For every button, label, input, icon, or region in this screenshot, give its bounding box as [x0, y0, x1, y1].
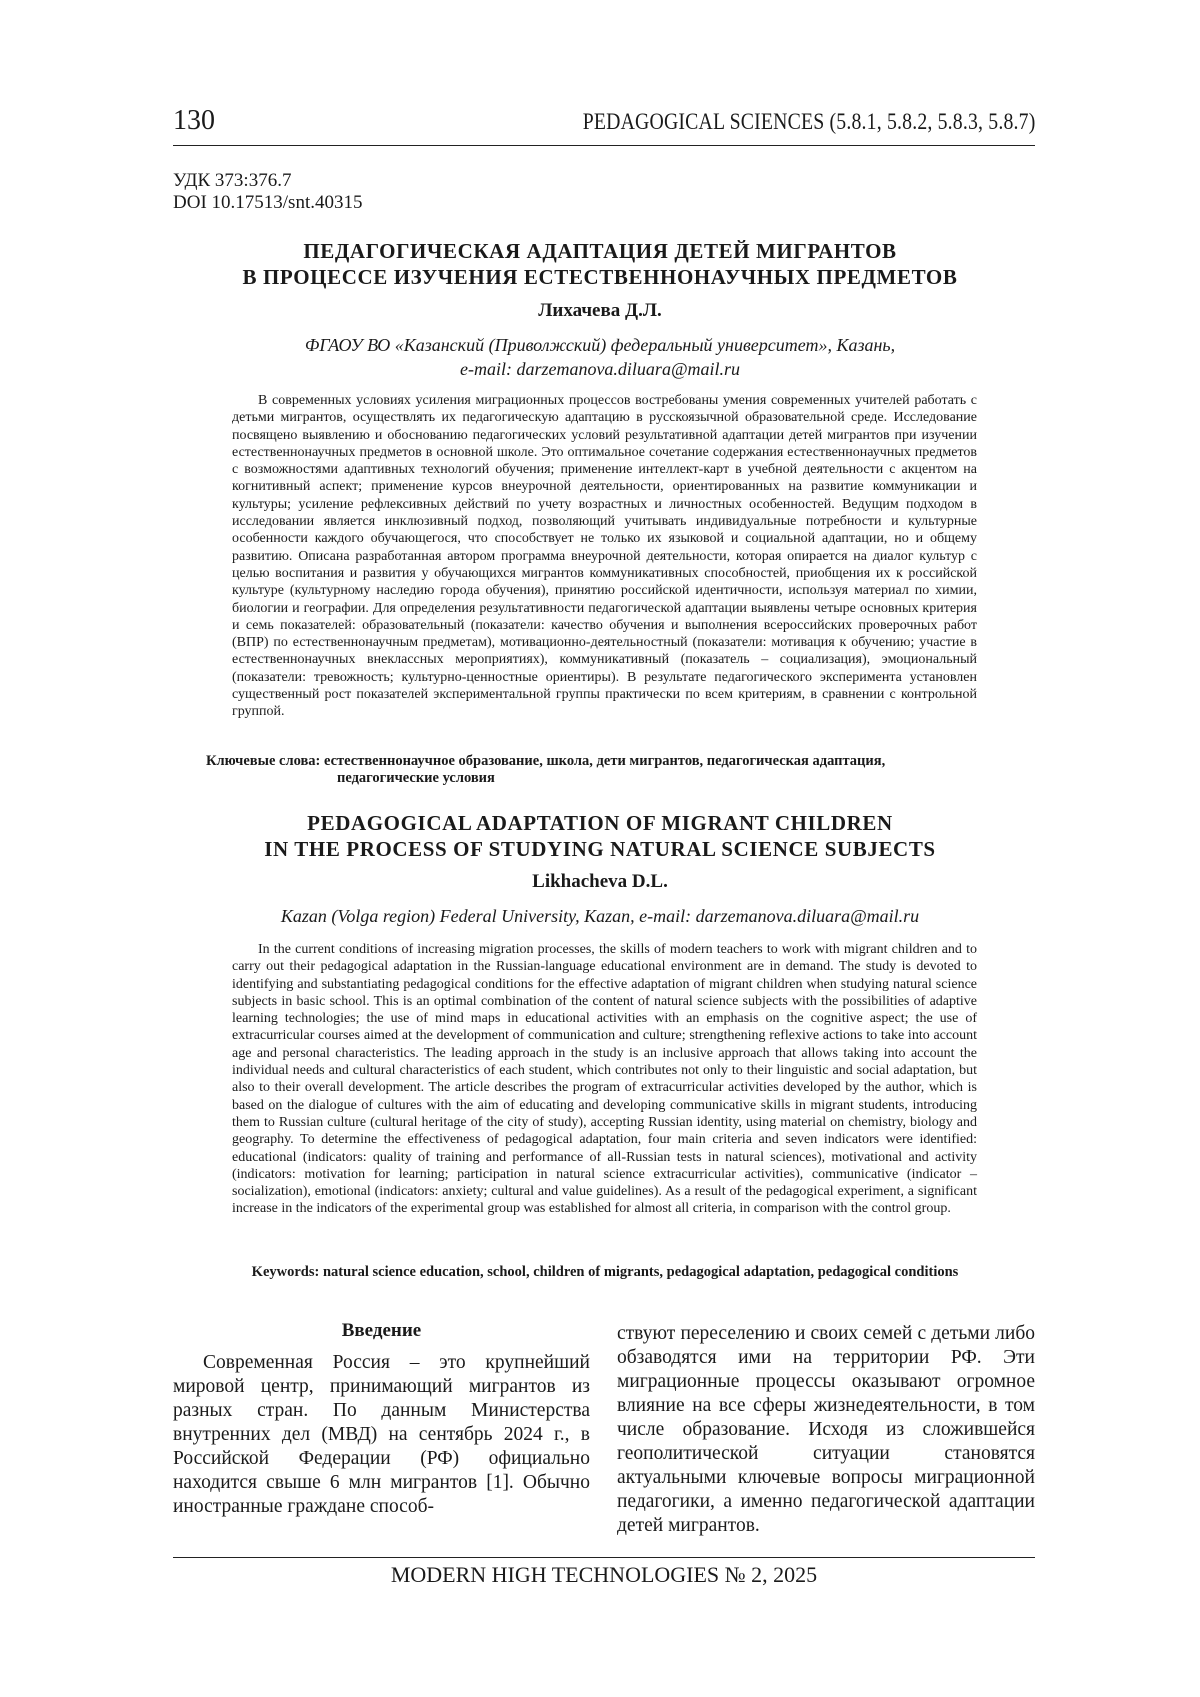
body-column-left: Современная Россия – это крупнейший мировой центр, принимающий мигрантов из разных стран. По данным Министерства внутренних дел (МВД) на сентябрь 2024 г., в Российской Федерации (РФ) официально находится свыше 6 млн мигрантов [1]. Обычно иностранные граждане способ- [173, 1352, 590, 1517]
en-author: Likhacheva D.L. [532, 871, 668, 892]
ru-keywords-line-1: Ключевые слова: естественнонаучное образование, школа, дети мигрантов, педагогическая адаптация, [206, 753, 886, 769]
ru-title-line-1: ПЕДАГОГИЧЕСКАЯ АДАПТАЦИЯ ДЕТЕЙ МИГРАНТОВ [303, 239, 897, 263]
ru-title-line-2: В ПРОЦЕССЕ ИЗУЧЕНИЯ ЕСТЕСТВЕННОНАУЧНЫХ ПРЕДМЕТОВ [242, 265, 958, 289]
en-affiliation: Kazan (Volga region) Federal University, Kazan, e-mail: darzemanova.diluara@mail.ru [280, 906, 920, 926]
udk-code: УДК 373:376.7 [173, 170, 292, 191]
ru-title [150, 238, 1050, 290]
ru-keywords [206, 753, 1006, 787]
en-title-line-2: IN THE PROCESS OF STUDYING NATURAL SCIENCE SUBJECTS [264, 837, 936, 861]
ru-abstract: В современных условиях усиления миграционных процессов востребованы умения современных учителей работать с детьми мигрантов, осуществлять их педагогическую адаптацию в русскоязычной образовательной среде. Исследование посвящено выявлению и обоснованию педагогических условий результативной адаптации детей мигрантов при изучении естественнонаучных предметов в основной школе. Это оптимальное сочетание содержания естественнонаучных предметов с возможностями адаптивных технологий обучения; применение интеллект-карт в учебной деятельности с акцентом на когнитивный аспект; применение курсов внеурочной деятельности, ориентированных на развитие коммуникации и культуры; усиление рефлексивных действий по учету возрастных и личностных особенностей. Ведущим подходом в исследовании является инклюзивный подход, позволяющий учитывать индивидуальные потребности и культурные особенности каждого обучающегося, что способствует не только их языковой и социальной адаптации, но и общему развитию. Описана разработанная автором программа внеурочной деятельности, которая опирается на диалог культур с целью воспитания и развития у обучающихся мигрантов коммуникативных способностей, приобщения их к российской культуре (культурному наследию города обучения), принятию российской идентичности, используя материал по химии, биологии и географии. Для определения результативности педагогической адаптации выявлены четыре основных критерия и семь показателей: образовательный (показатели: качество обучения и выполнения всероссийских проверочных работ (ВПР) по естественнонаучным предметам), мотивационно-деятельностный (показатели: мотивация к обучению; участие в естественнонаучных внеклассных мероприятиях), коммуникативный (показатель – социализация), эмоциональный (показатели: тревожность; культурно-ценностные ориентиры). В результате педагогического эксперимента установлен существенный рост показателей экспериментальной группы практически по всем критериям, в сравнении с контрольной группой. [232, 393, 977, 720]
en-abstract: In the current conditions of increasing migration processes, the skills of modern teachers to work with migrant children and to carry out their pedagogical adaptation in the Russian-language educational environment are in demand. The study is devoted to identifying and substantiating pedagogical conditions for the effective adaptation of migrant children when studying natural science subjects in basic school. This is an optimal combination of the content of natural science subjects with the possibilities of adaptive learning technologies; the use of mind maps in educational activities with an emphasis on the cognitive aspect; the use of extracurricular courses aimed at the development of communication and culture; strengthening reflexive actions to take into account age and personal characteristics. The leading approach in the study is an inclusive approach that allows taking into account the individual needs and cultural characteristics of each student, which contributes not only to their linguistic and social adaptation, but also to their overall development. The article describes the program of extracurricular activities developed by the author, which is based on the dialogue of cultures with the aim of educating and developing communicative skills in migrant students, introducing them to Russian culture (cultural heritage of the city of study), accepting Russian identity, using material on chemistry, biology and geography. To determine the effectiveness of pedagogical adaptation, four main criteria and seven indicators were identified: educational (indicators: quality of training and performance of all-Russian tests in natural sciences), motivational and activity (indicators: motivation for learning; participation in natural science extracurricular activities), communicative (indicator – socialization), emotional (indicators: anxiety; cultural and value guidelines). As a result of the pedagogical experiment, a significant increase in the indicators of the experimental group was established for almost all criteria, in comparison with the control group. [232, 942, 977, 1217]
en-title [150, 810, 1050, 862]
ru-affiliation-line-1: ФГАОУ ВО «Казанский (Приволжский) федеральный университет», Казань, [304, 335, 896, 355]
journal-footer: MODERN HIGH TECHNOLOGIES № 2, 2025 [173, 1557, 1035, 1588]
ru-author: Лихачева Д.Л. [538, 300, 662, 321]
doi: DOI 10.17513/snt.40315 [173, 192, 363, 213]
ru-email: e-mail: darzemanova.diluara@mail.ru [459, 359, 741, 379]
body-column-right: ствуют переселению и своих семей с детьми либо обзаводятся ими на территории РФ. Эти миграционные процессы оказывают огромное влияние на все сферы жизнедеятельности, в том числе образование. Исходя из сложившейся геополитической ситуации становятся актуальными ключевые вопросы миграционной педагогики, а именно педагогической адаптации детей мигрантов. [617, 1323, 1035, 1536]
en-title-line-1: PEDAGOGICAL ADAPTATION OF MIGRANT CHILDREN [307, 811, 893, 835]
article-meta [173, 170, 362, 214]
section-heading-introduction: Введение [341, 1320, 422, 1341]
en-keywords: Keywords: natural science education, school, children of migrants, pedagogical adaptation, pedagogical conditions [251, 1264, 959, 1280]
ru-keywords-line-2: педагогические условия [337, 770, 495, 786]
page-number: 130 [173, 105, 215, 136]
running-header [173, 105, 1035, 146]
ru-affiliation [150, 333, 1050, 381]
journal-section: PEDAGOGICAL SCIENCES (5.8.1, 5.8.2, 5.8.3, 5.8.7) [582, 109, 1035, 134]
